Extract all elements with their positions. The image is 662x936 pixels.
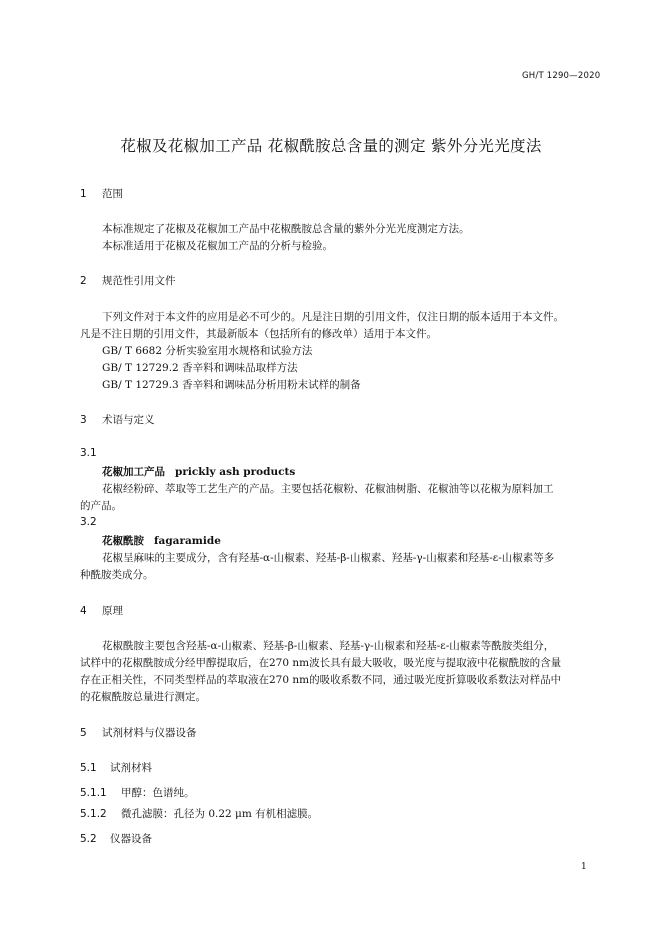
paragraph-line: 花椒酰胺主要包含羟基-α-山椒素、羟基-β-山椒素、羟基-γ-山椒素和羟基-ε-山椒素等酰胺类组分，	[102, 640, 555, 652]
clause-5-1-2	[80, 806, 318, 821]
page-number: 1	[581, 862, 587, 872]
paragraph: 凡是不注日期的引用文件，其最新版本（包括所有的修改单）适用于本文件。	[80, 328, 437, 340]
section-number: 4	[80, 605, 87, 617]
term-definition: 花椒呈麻味的主要成分，含有羟基-α-山椒素、羟基-β-山椒素、羟基-γ-山椒素和羟基-ε-山椒素等多	[102, 552, 555, 564]
paragraph-line: 存在正相关性，不同类型样品的萃取液在270 nm的吸收系数不同，通过吸光度折算吸收系数法对样品中	[80, 674, 562, 686]
term-en: prickly ash products	[175, 466, 296, 478]
reference-item: GB/ T 12729.3 香辛料和调味品分析用粉末试样的制备	[102, 379, 361, 391]
section-1-heading	[80, 186, 123, 201]
paragraph: 下列文件对于本文件的应用是必不可少的。凡是注日期的引用文件，仅注日期的版本适用于本文件。	[102, 311, 564, 323]
section-4-heading	[80, 603, 123, 618]
clause-text: 微孔滤膜：孔径为 0.22 μm 有机相滤膜。	[121, 808, 319, 820]
term-heading	[102, 464, 295, 479]
term-zh: 花椒加工产品	[102, 466, 165, 478]
reference-item: GB/ T 12729.2 香辛料和调味品取样方法	[102, 362, 298, 374]
section-title: 术语与定义	[102, 414, 155, 426]
section-number: 5	[80, 727, 87, 739]
term-definition: 种酰胺类成分。	[80, 569, 154, 581]
term-definition: 花椒经粉碎、萃取等工艺生产的产品。主要包括花椒粉、花椒油树脂、花椒油等以花椒为原料加工	[102, 483, 554, 495]
paragraph: 本标准适用于花椒及花椒加工产品的分析与检验。	[102, 240, 333, 252]
subsection-number: 5.1	[80, 762, 97, 774]
term-number: 3.2	[80, 516, 97, 528]
subsection-5-1-heading	[80, 760, 152, 775]
section-number: 2	[80, 275, 87, 287]
clause-number: 5.1.2	[80, 808, 107, 820]
term-zh: 花椒酰胺	[102, 535, 144, 547]
section-title: 范围	[102, 188, 123, 200]
paragraph-line: 试样中的花椒酰胺成分经甲醇提取后，在270 nm波长具有最大吸收，吸光度与提取液中花椒酰胺的含量	[80, 657, 562, 669]
section-number: 3	[80, 414, 87, 426]
section-2-heading	[80, 273, 176, 288]
section-title: 试剂材料与仪器设备	[102, 727, 197, 739]
document-title: 花椒及花椒加工产品 花椒酰胺总含量的测定 紫外分光光度法	[120, 137, 542, 155]
term-heading	[102, 533, 221, 548]
subsection-number: 5.2	[80, 833, 97, 845]
section-title: 原理	[102, 605, 123, 617]
subsection-title: 试剂材料	[110, 762, 152, 774]
subsection-title: 仪器设备	[110, 833, 152, 845]
clause-5-1-1	[80, 785, 195, 800]
term-number: 3.1	[80, 447, 97, 459]
document-number: GH/T 1290—2020	[522, 71, 601, 81]
clause-text: 甲醇：色谱纯。	[121, 787, 195, 799]
clause-number: 5.1.1	[80, 787, 107, 799]
term-en: fagaramide	[154, 535, 221, 547]
subsection-5-2-heading	[80, 831, 152, 846]
section-number: 1	[80, 188, 87, 200]
term-definition: 的产品。	[80, 500, 122, 512]
section-3-heading	[80, 412, 155, 427]
paragraph: 本标准规定了花椒及花椒加工产品中花椒酰胺总含量的紫外分光光度测定方法。	[102, 223, 470, 235]
reference-item: GB/ T 6682 分析实验室用水规格和试验方法	[102, 345, 313, 357]
section-title: 规范性引用文件	[102, 275, 176, 287]
paragraph-line: 的花椒酰胺总量进行测定。	[80, 691, 206, 703]
section-5-heading	[80, 725, 197, 740]
